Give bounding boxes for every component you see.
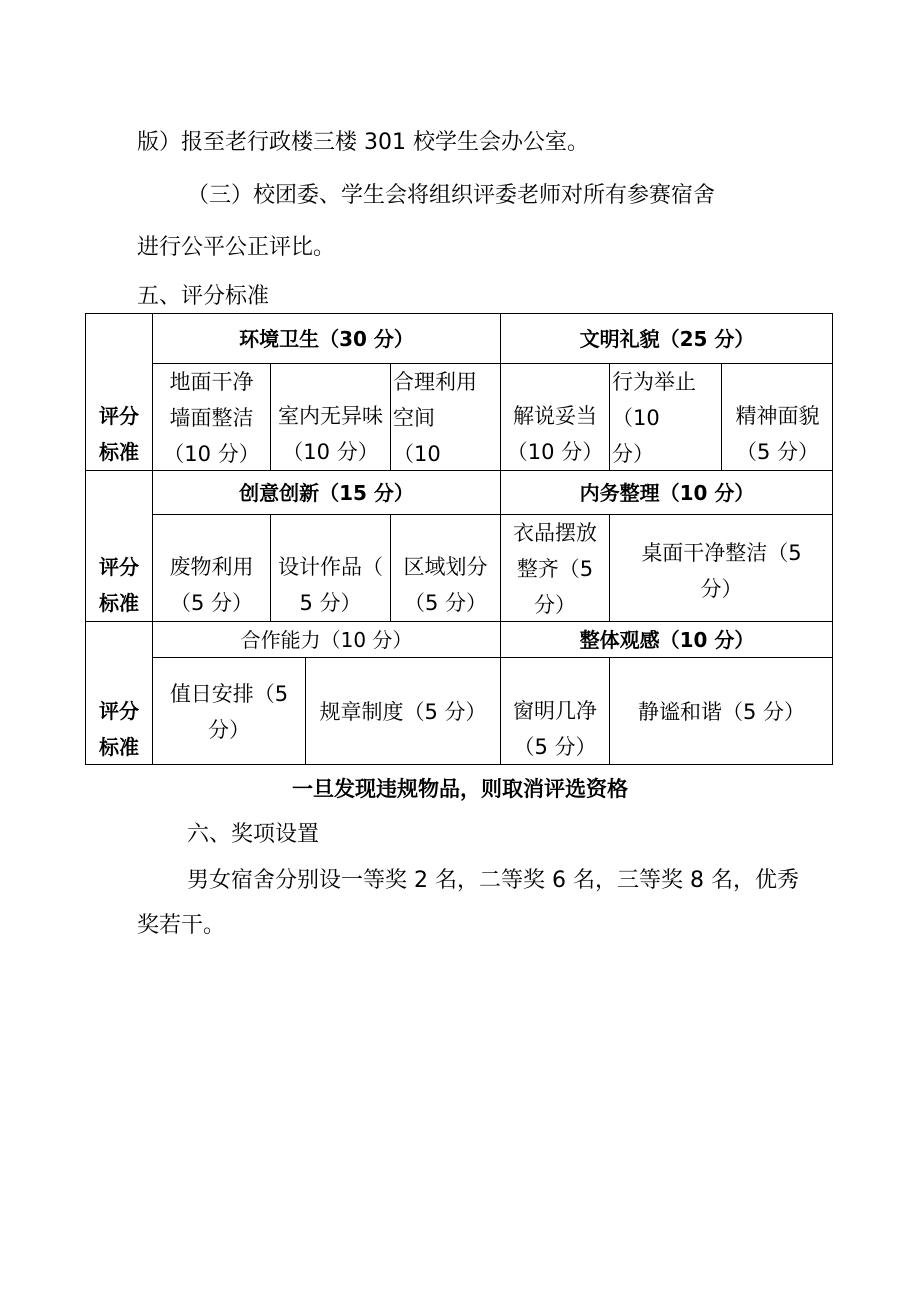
header-civility: 文明礼貌（25 分）	[501, 314, 833, 364]
awards-line-2: 奖若干。	[137, 913, 226, 938]
row-label-group-1: 评分 标准	[86, 314, 153, 471]
criterion-bright-clean: 窗明几净 （5 分）	[501, 658, 610, 765]
criterion-clothing-tidy: 衣品摆放 整齐（5 分）	[501, 515, 610, 622]
row-label-group-2: 评分 标准	[86, 471, 153, 622]
header-environment-hygiene: 环境卫生（30 分）	[153, 314, 501, 364]
criterion-desk-clean: 桌面干净整洁（5 分）	[610, 515, 833, 622]
violation-notice: 一旦发现违规物品，则取消评选资格	[292, 777, 628, 801]
awards-line-1: 男女宿舍分别设一等奖 2 名，二等奖 6 名，三等奖 8 名，优秀	[187, 868, 799, 893]
criterion-duty-schedule: 值日安排（5 分）	[153, 658, 306, 765]
intro-line-2: （三）校团委、学生会将组织评委老师对所有参赛宿舍	[187, 183, 716, 208]
row-label-group-3: 评分 标准	[86, 622, 153, 765]
criterion-waste-reuse: 废物利用 （5 分）	[153, 515, 271, 622]
criterion-space-use: 合理利用 空间 （10	[391, 364, 501, 471]
header-creativity: 创意创新（15 分）	[153, 471, 501, 515]
criterion-floor-wall-clean: 地面干净 墙面整洁 （10 分）	[153, 364, 271, 471]
criterion-no-odor: 室内无异味 （10 分）	[271, 364, 391, 471]
criterion-behavior: 行为举止 （10 分）	[610, 364, 722, 471]
intro-line-1: 版）报至老行政楼三楼 301 校学生会办公室。	[137, 130, 589, 155]
criterion-zoning: 区域划分 （5 分）	[391, 515, 501, 622]
section-6-heading: 六、奖项设置	[187, 822, 320, 847]
scoring-table	[85, 313, 833, 765]
criterion-quiet-harmony: 静谧和谐（5 分）	[637, 699, 806, 724]
section-5-heading: 五、评分标准	[137, 284, 270, 309]
criterion-rules: 规章制度（5 分）	[306, 658, 501, 765]
intro-line-3: 进行公平公正评比。	[137, 235, 336, 260]
criterion-explanation: 解说妥当 （10 分）	[501, 364, 610, 471]
criterion-spirit: 精神面貌 （5 分）	[722, 364, 833, 471]
header-overall-impression: 整体观感（10 分）	[501, 622, 833, 658]
criterion-design-work: 设计作品（ 5 分）	[271, 515, 391, 622]
header-teamwork: 合作能力（10 分）	[153, 622, 501, 658]
header-housekeeping: 内务整理（10 分）	[501, 471, 833, 515]
